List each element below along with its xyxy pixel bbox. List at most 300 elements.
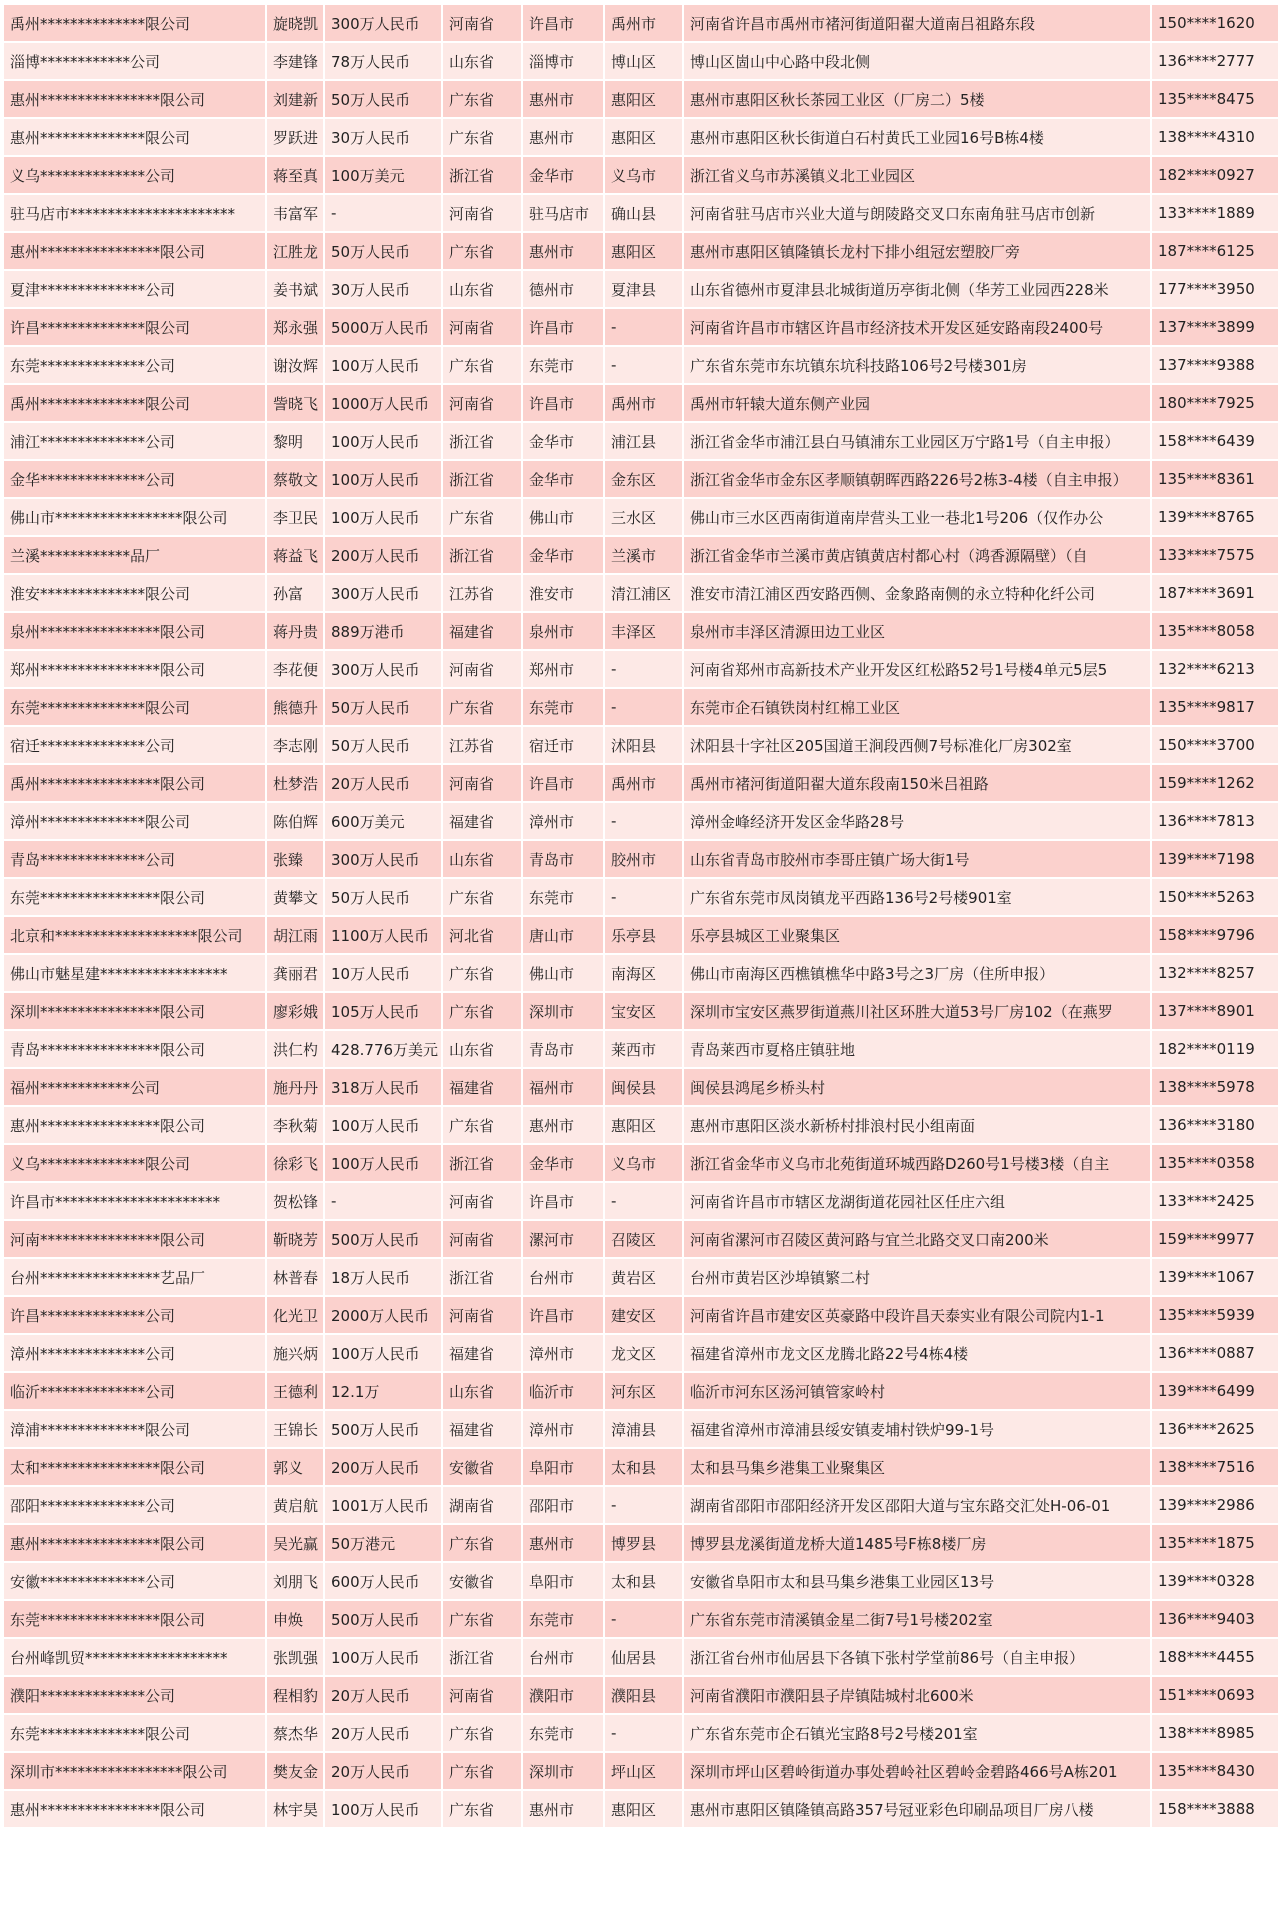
province-cell: 广东省 xyxy=(442,688,522,726)
company-name-cell: 佛山市魅星建***************** xyxy=(3,954,266,992)
registered-capital-cell: - xyxy=(324,194,442,232)
legal-rep-cell: 杜梦浩 xyxy=(266,764,324,802)
legal-rep-cell: 孙富 xyxy=(266,574,324,612)
table-row xyxy=(3,764,1279,802)
address-cell: 河南省漯河市召陵区黄河路与宜兰北路交叉口南200米 xyxy=(683,1220,1151,1258)
legal-rep-cell: 韦富军 xyxy=(266,194,324,232)
registered-capital-cell: 500万人民币 xyxy=(324,1220,442,1258)
city-cell: 青岛市 xyxy=(522,840,604,878)
table-row xyxy=(3,1714,1279,1752)
legal-rep-cell: 徐彩飞 xyxy=(266,1144,324,1182)
city-cell: 深圳市 xyxy=(522,1752,604,1790)
district-cell: 兰溪市 xyxy=(604,536,683,574)
table-row xyxy=(3,726,1279,764)
company-name-cell: 福州************公司 xyxy=(3,1068,266,1106)
address-cell: 禹州市轩辕大道东侧产业园 xyxy=(683,384,1151,422)
registered-capital-cell: 30万人民币 xyxy=(324,270,442,308)
company-name-cell: 深圳****************限公司 xyxy=(3,992,266,1030)
address-cell: 太和县马集乡港集工业聚集区 xyxy=(683,1448,1151,1486)
table-row xyxy=(3,1600,1279,1638)
phone-cell: 138****5978 xyxy=(1151,1068,1279,1106)
address-cell: 浙江省义乌市苏溪镇义北工业园区 xyxy=(683,156,1151,194)
city-cell: 许昌市 xyxy=(522,1182,604,1220)
company-name-cell: 惠州****************限公司 xyxy=(3,232,266,270)
province-cell: 广东省 xyxy=(442,1524,522,1562)
address-cell: 福建省漳州市龙文区龙腾北路22号4栋4楼 xyxy=(683,1334,1151,1372)
phone-cell: 136****2625 xyxy=(1151,1410,1279,1448)
phone-cell: 138****8985 xyxy=(1151,1714,1279,1752)
legal-rep-cell: 罗跃进 xyxy=(266,118,324,156)
address-cell: 惠州市惠阳区镇隆镇长龙村下排小组冠宏塑胶厂旁 xyxy=(683,232,1151,270)
district-cell: 惠阳区 xyxy=(604,118,683,156)
registered-capital-cell: 300万人民币 xyxy=(324,650,442,688)
city-cell: 东莞市 xyxy=(522,688,604,726)
address-cell: 河南省濮阳市濮阳县子岸镇陆城村北600米 xyxy=(683,1676,1151,1714)
registered-capital-cell: 10万人民币 xyxy=(324,954,442,992)
company-name-cell: 宿迁**************公司 xyxy=(3,726,266,764)
legal-rep-cell: 张凯强 xyxy=(266,1638,324,1676)
phone-cell: 139****2986 xyxy=(1151,1486,1279,1524)
address-cell: 河南省郑州市高新技术产业开发区红松路52号1号楼4单元5层5 xyxy=(683,650,1151,688)
legal-rep-cell: 施兴炳 xyxy=(266,1334,324,1372)
legal-rep-cell: 旋晓凯 xyxy=(266,4,324,42)
province-cell: 河北省 xyxy=(442,916,522,954)
company-name-cell: 佛山市*****************限公司 xyxy=(3,498,266,536)
legal-rep-cell: 靳晓芳 xyxy=(266,1220,324,1258)
phone-cell: 135****1875 xyxy=(1151,1524,1279,1562)
company-table xyxy=(2,3,1280,1829)
phone-cell: 150****3700 xyxy=(1151,726,1279,764)
address-cell: 青岛莱西市夏格庄镇驻地 xyxy=(683,1030,1151,1068)
address-cell: 浙江省金华市兰溪市黄店镇黄店村都心村（鸿香源隔壁）（自 xyxy=(683,536,1151,574)
registered-capital-cell: 100万人民币 xyxy=(324,1790,442,1828)
phone-cell: 182****0927 xyxy=(1151,156,1279,194)
district-cell: 确山县 xyxy=(604,194,683,232)
address-cell: 博山区崮山中心路中段北侧 xyxy=(683,42,1151,80)
registered-capital-cell: 30万人民币 xyxy=(324,118,442,156)
table-row xyxy=(3,80,1279,118)
district-cell: 夏津县 xyxy=(604,270,683,308)
table-row xyxy=(3,270,1279,308)
company-name-cell: 青岛**************公司 xyxy=(3,840,266,878)
city-cell: 唐山市 xyxy=(522,916,604,954)
legal-rep-cell: 王德利 xyxy=(266,1372,324,1410)
company-name-cell: 濮阳**************公司 xyxy=(3,1676,266,1714)
legal-rep-cell: 李秋菊 xyxy=(266,1106,324,1144)
registered-capital-cell: 600万人民币 xyxy=(324,1562,442,1600)
city-cell: 阜阳市 xyxy=(522,1562,604,1600)
address-cell: 河南省许昌市市辖区龙湖街道花园社区任庄六组 xyxy=(683,1182,1151,1220)
province-cell: 河南省 xyxy=(442,384,522,422)
registered-capital-cell: 100万人民币 xyxy=(324,1334,442,1372)
district-cell: 惠阳区 xyxy=(604,1106,683,1144)
address-cell: 浙江省台州市仙居县下各镇下张村学堂前86号（自主申报） xyxy=(683,1638,1151,1676)
address-cell: 佛山市南海区西樵镇樵华中路3号之3厂房（住所申报） xyxy=(683,954,1151,992)
table-row xyxy=(3,954,1279,992)
province-cell: 福建省 xyxy=(442,1068,522,1106)
province-cell: 广东省 xyxy=(442,1106,522,1144)
company-name-cell: 漳浦**************限公司 xyxy=(3,1410,266,1448)
registered-capital-cell: 300万人民币 xyxy=(324,574,442,612)
phone-cell: 139****6499 xyxy=(1151,1372,1279,1410)
registered-capital-cell: 889万港币 xyxy=(324,612,442,650)
city-cell: 驻马店市 xyxy=(522,194,604,232)
table-row xyxy=(3,156,1279,194)
table-row xyxy=(3,1486,1279,1524)
company-name-cell: 深圳市*****************限公司 xyxy=(3,1752,266,1790)
province-cell: 广东省 xyxy=(442,954,522,992)
address-cell: 安徽省阜阳市太和县马集乡港集工业园区13号 xyxy=(683,1562,1151,1600)
phone-cell: 187****6125 xyxy=(1151,232,1279,270)
city-cell: 漯河市 xyxy=(522,1220,604,1258)
address-cell: 浙江省金华市金东区孝顺镇朝晖西路226号2栋3-4楼（自主申报） xyxy=(683,460,1151,498)
company-name-cell: 东莞****************限公司 xyxy=(3,1600,266,1638)
phone-cell: 158****6439 xyxy=(1151,422,1279,460)
address-cell: 乐亭县城区工业聚集区 xyxy=(683,916,1151,954)
phone-cell: 133****1889 xyxy=(1151,194,1279,232)
address-cell: 湖南省邵阳市邵阳经济开发区邵阳大道与宝东路交汇处H-06-01 xyxy=(683,1486,1151,1524)
city-cell: 金华市 xyxy=(522,156,604,194)
legal-rep-cell: 訾晓飞 xyxy=(266,384,324,422)
city-cell: 惠州市 xyxy=(522,232,604,270)
phone-cell: 137****9388 xyxy=(1151,346,1279,384)
table-row xyxy=(3,574,1279,612)
company-name-cell: 太和****************限公司 xyxy=(3,1448,266,1486)
address-cell: 沭阳县十字社区205国道王涧段西侧7号标准化厂房302室 xyxy=(683,726,1151,764)
table-row xyxy=(3,498,1279,536)
province-cell: 山东省 xyxy=(442,840,522,878)
province-cell: 河南省 xyxy=(442,4,522,42)
legal-rep-cell: 程相豹 xyxy=(266,1676,324,1714)
city-cell: 佛山市 xyxy=(522,498,604,536)
phone-cell: 177****3950 xyxy=(1151,270,1279,308)
company-name-cell: 邵阳**************公司 xyxy=(3,1486,266,1524)
legal-rep-cell: 黎明 xyxy=(266,422,324,460)
table-row xyxy=(3,42,1279,80)
province-cell: 河南省 xyxy=(442,1220,522,1258)
legal-rep-cell: 李卫民 xyxy=(266,498,324,536)
table-row xyxy=(3,1372,1279,1410)
address-cell: 淮安市清江浦区西安路西侧、金象路南侧的永立特种化纤公司 xyxy=(683,574,1151,612)
address-cell: 漳州金峰经济开发区金华路28号 xyxy=(683,802,1151,840)
district-cell: 建安区 xyxy=(604,1296,683,1334)
address-cell: 河南省许昌市市辖区许昌市经济技术开发区延安路南段2400号 xyxy=(683,308,1151,346)
legal-rep-cell: 江胜龙 xyxy=(266,232,324,270)
address-cell: 广东省东莞市企石镇光宝路8号2号楼201室 xyxy=(683,1714,1151,1752)
city-cell: 许昌市 xyxy=(522,764,604,802)
company-name-cell: 惠州****************限公司 xyxy=(3,80,266,118)
district-cell: 惠阳区 xyxy=(604,1790,683,1828)
phone-cell: 137****3899 xyxy=(1151,308,1279,346)
district-cell: - xyxy=(604,1182,683,1220)
registered-capital-cell: 50万港元 xyxy=(324,1524,442,1562)
registered-capital-cell: 318万人民币 xyxy=(324,1068,442,1106)
company-name-cell: 驻马店市********************** xyxy=(3,194,266,232)
registered-capital-cell: 200万人民币 xyxy=(324,1448,442,1486)
province-cell: 浙江省 xyxy=(442,536,522,574)
district-cell: - xyxy=(604,308,683,346)
province-cell: 广东省 xyxy=(442,232,522,270)
district-cell: 博罗县 xyxy=(604,1524,683,1562)
city-cell: 福州市 xyxy=(522,1068,604,1106)
legal-rep-cell: 郭义 xyxy=(266,1448,324,1486)
company-name-cell: 台州峰凯贸******************* xyxy=(3,1638,266,1676)
registered-capital-cell: 50万人民币 xyxy=(324,726,442,764)
phone-cell: 136****0887 xyxy=(1151,1334,1279,1372)
address-cell: 佛山市三水区西南街道南岸营头工业一巷北1号206（仅作办公 xyxy=(683,498,1151,536)
table-row xyxy=(3,1676,1279,1714)
district-cell: 仙居县 xyxy=(604,1638,683,1676)
phone-cell: 150****1620 xyxy=(1151,4,1279,42)
registered-capital-cell: 1000万人民币 xyxy=(324,384,442,422)
legal-rep-cell: 贺松锋 xyxy=(266,1182,324,1220)
district-cell: 莱西市 xyxy=(604,1030,683,1068)
registered-capital-cell: 50万人民币 xyxy=(324,688,442,726)
city-cell: 深圳市 xyxy=(522,992,604,1030)
province-cell: 河南省 xyxy=(442,194,522,232)
company-table-body xyxy=(3,4,1279,1828)
table-row xyxy=(3,992,1279,1030)
city-cell: 台州市 xyxy=(522,1638,604,1676)
province-cell: 广东省 xyxy=(442,878,522,916)
table-row xyxy=(3,1258,1279,1296)
registered-capital-cell: 100万人民币 xyxy=(324,1144,442,1182)
address-cell: 惠州市惠阳区秋长茶园工业区（厂房二）5楼 xyxy=(683,80,1151,118)
phone-cell: 159****9977 xyxy=(1151,1220,1279,1258)
table-row xyxy=(3,688,1279,726)
district-cell: 博山区 xyxy=(604,42,683,80)
province-cell: 浙江省 xyxy=(442,1144,522,1182)
city-cell: 东莞市 xyxy=(522,1714,604,1752)
address-cell: 广东省东莞市清溪镇金星二街7号1号楼202室 xyxy=(683,1600,1151,1638)
phone-cell: 150****5263 xyxy=(1151,878,1279,916)
province-cell: 江苏省 xyxy=(442,726,522,764)
city-cell: 邵阳市 xyxy=(522,1486,604,1524)
registered-capital-cell: 5000万人民币 xyxy=(324,308,442,346)
phone-cell: 135****8430 xyxy=(1151,1752,1279,1790)
legal-rep-cell: 姜书斌 xyxy=(266,270,324,308)
company-name-cell: 兰溪************品厂 xyxy=(3,536,266,574)
district-cell: 浦江县 xyxy=(604,422,683,460)
legal-rep-cell: 黄攀文 xyxy=(266,878,324,916)
province-cell: 河南省 xyxy=(442,1182,522,1220)
legal-rep-cell: 龚丽君 xyxy=(266,954,324,992)
company-name-cell: 义乌**************限公司 xyxy=(3,1144,266,1182)
district-cell: 龙文区 xyxy=(604,1334,683,1372)
address-cell: 东莞市企石镇铁岗村红棉工业区 xyxy=(683,688,1151,726)
city-cell: 惠州市 xyxy=(522,80,604,118)
district-cell: 黄岩区 xyxy=(604,1258,683,1296)
phone-cell: 139****7198 xyxy=(1151,840,1279,878)
address-cell: 禹州市褚河街道阳翟大道东段南150米吕祖路 xyxy=(683,764,1151,802)
phone-cell: 180****7925 xyxy=(1151,384,1279,422)
company-name-cell: 东莞****************限公司 xyxy=(3,878,266,916)
address-cell: 浙江省金华市浦江县白马镇浦东工业园区万宁路1号（自主申报） xyxy=(683,422,1151,460)
city-cell: 阜阳市 xyxy=(522,1448,604,1486)
city-cell: 临沂市 xyxy=(522,1372,604,1410)
city-cell: 漳州市 xyxy=(522,1410,604,1448)
registered-capital-cell: 50万人民币 xyxy=(324,232,442,270)
registered-capital-cell: - xyxy=(324,1182,442,1220)
district-cell: 惠阳区 xyxy=(604,80,683,118)
city-cell: 宿迁市 xyxy=(522,726,604,764)
district-cell: 太和县 xyxy=(604,1448,683,1486)
city-cell: 金华市 xyxy=(522,422,604,460)
phone-cell: 139****1067 xyxy=(1151,1258,1279,1296)
company-name-cell: 台州****************艺品厂 xyxy=(3,1258,266,1296)
phone-cell: 182****0119 xyxy=(1151,1030,1279,1068)
company-name-cell: 青岛****************限公司 xyxy=(3,1030,266,1068)
company-name-cell: 金华**************公司 xyxy=(3,460,266,498)
address-cell: 惠州市惠阳区淡水新桥村排浪村民小组南面 xyxy=(683,1106,1151,1144)
district-cell: 坪山区 xyxy=(604,1752,683,1790)
address-cell: 深圳市坪山区碧岭街道办事处碧岭社区碧岭金碧路466号A栋201 xyxy=(683,1752,1151,1790)
company-name-cell: 淄博************公司 xyxy=(3,42,266,80)
phone-cell: 158****9796 xyxy=(1151,916,1279,954)
company-name-cell: 惠州****************限公司 xyxy=(3,1106,266,1144)
district-cell: 宝安区 xyxy=(604,992,683,1030)
table-row xyxy=(3,1106,1279,1144)
city-cell: 惠州市 xyxy=(522,118,604,156)
address-cell: 河南省许昌市建安区英豪路中段许昌天泰实业有限公司院内1-1 xyxy=(683,1296,1151,1334)
province-cell: 广东省 xyxy=(442,1714,522,1752)
registered-capital-cell: 500万人民币 xyxy=(324,1410,442,1448)
city-cell: 漳州市 xyxy=(522,1334,604,1372)
phone-cell: 133****7575 xyxy=(1151,536,1279,574)
legal-rep-cell: 王锦长 xyxy=(266,1410,324,1448)
phone-cell: 187****3691 xyxy=(1151,574,1279,612)
district-cell: - xyxy=(604,802,683,840)
address-cell: 浙江省金华市义乌市北苑街道环城西路D260号1号楼3楼（自主 xyxy=(683,1144,1151,1182)
company-name-cell: 东莞**************限公司 xyxy=(3,1714,266,1752)
table-row xyxy=(3,840,1279,878)
address-cell: 山东省德州市夏津县北城街道历亭街北侧（华芳工业园西228米 xyxy=(683,270,1151,308)
registered-capital-cell: 300万人民币 xyxy=(324,840,442,878)
table-row xyxy=(3,346,1279,384)
company-name-cell: 临沂**************公司 xyxy=(3,1372,266,1410)
registered-capital-cell: 20万人民币 xyxy=(324,764,442,802)
district-cell: 禹州市 xyxy=(604,4,683,42)
table-row xyxy=(3,802,1279,840)
district-cell: - xyxy=(604,650,683,688)
phone-cell: 188****4455 xyxy=(1151,1638,1279,1676)
province-cell: 广东省 xyxy=(442,1600,522,1638)
city-cell: 许昌市 xyxy=(522,1296,604,1334)
company-name-cell: 河南****************限公司 xyxy=(3,1220,266,1258)
city-cell: 许昌市 xyxy=(522,308,604,346)
registered-capital-cell: 500万人民币 xyxy=(324,1600,442,1638)
province-cell: 广东省 xyxy=(442,80,522,118)
province-cell: 广东省 xyxy=(442,1752,522,1790)
address-cell: 闽侯县鸿尾乡桥头村 xyxy=(683,1068,1151,1106)
city-cell: 许昌市 xyxy=(522,4,604,42)
table-row xyxy=(3,916,1279,954)
company-name-cell: 东莞**************公司 xyxy=(3,346,266,384)
table-row xyxy=(3,232,1279,270)
province-cell: 山东省 xyxy=(442,1030,522,1068)
city-cell: 青岛市 xyxy=(522,1030,604,1068)
table-row xyxy=(3,650,1279,688)
table-row xyxy=(3,1790,1279,1828)
registered-capital-cell: 428.776万美元 xyxy=(324,1030,442,1068)
registered-capital-cell: 18万人民币 xyxy=(324,1258,442,1296)
district-cell: 丰泽区 xyxy=(604,612,683,650)
district-cell: 三水区 xyxy=(604,498,683,536)
district-cell: 义乌市 xyxy=(604,156,683,194)
phone-cell: 151****0693 xyxy=(1151,1676,1279,1714)
registered-capital-cell: 50万人民币 xyxy=(324,80,442,118)
phone-cell: 158****3888 xyxy=(1151,1790,1279,1828)
legal-rep-cell: 张臻 xyxy=(266,840,324,878)
company-name-cell: 夏津**************公司 xyxy=(3,270,266,308)
legal-rep-cell: 李花便 xyxy=(266,650,324,688)
table-row xyxy=(3,1752,1279,1790)
province-cell: 浙江省 xyxy=(442,460,522,498)
company-name-cell: 许昌**************限公司 xyxy=(3,308,266,346)
address-cell: 惠州市惠阳区镇隆镇高路357号冠亚彩色印刷品项目厂房八楼 xyxy=(683,1790,1151,1828)
phone-cell: 133****2425 xyxy=(1151,1182,1279,1220)
phone-cell: 136****2777 xyxy=(1151,42,1279,80)
province-cell: 河南省 xyxy=(442,1676,522,1714)
province-cell: 广东省 xyxy=(442,992,522,1030)
address-cell: 福建省漳州市漳浦县绥安镇麦埔村铁炉99-1号 xyxy=(683,1410,1151,1448)
table-row xyxy=(3,1220,1279,1258)
district-cell: - xyxy=(604,878,683,916)
province-cell: 江苏省 xyxy=(442,574,522,612)
legal-rep-cell: 吴光赢 xyxy=(266,1524,324,1562)
table-row xyxy=(3,308,1279,346)
phone-cell: 135****8475 xyxy=(1151,80,1279,118)
table-row xyxy=(3,4,1279,42)
legal-rep-cell: 林普春 xyxy=(266,1258,324,1296)
legal-rep-cell: 蔡杰华 xyxy=(266,1714,324,1752)
province-cell: 福建省 xyxy=(442,612,522,650)
legal-rep-cell: 申焕 xyxy=(266,1600,324,1638)
legal-rep-cell: 化光卫 xyxy=(266,1296,324,1334)
company-name-cell: 泉州****************限公司 xyxy=(3,612,266,650)
legal-rep-cell: 刘建新 xyxy=(266,80,324,118)
registered-capital-cell: 100万人民币 xyxy=(324,498,442,536)
district-cell: 漳浦县 xyxy=(604,1410,683,1448)
legal-rep-cell: 蒋丹贵 xyxy=(266,612,324,650)
table-row xyxy=(3,1334,1279,1372)
phone-cell: 159****1262 xyxy=(1151,764,1279,802)
province-cell: 广东省 xyxy=(442,498,522,536)
district-cell: 河东区 xyxy=(604,1372,683,1410)
province-cell: 广东省 xyxy=(442,346,522,384)
legal-rep-cell: 施丹丹 xyxy=(266,1068,324,1106)
province-cell: 广东省 xyxy=(442,1790,522,1828)
district-cell: 清江浦区 xyxy=(604,574,683,612)
table-row xyxy=(3,878,1279,916)
province-cell: 安徽省 xyxy=(442,1562,522,1600)
district-cell: 义乌市 xyxy=(604,1144,683,1182)
legal-rep-cell: 黄启航 xyxy=(266,1486,324,1524)
table-row xyxy=(3,612,1279,650)
company-name-cell: 东莞**************限公司 xyxy=(3,688,266,726)
registered-capital-cell: 100万人民币 xyxy=(324,460,442,498)
table-row xyxy=(3,1562,1279,1600)
legal-rep-cell: 郑永强 xyxy=(266,308,324,346)
registered-capital-cell: 105万人民币 xyxy=(324,992,442,1030)
legal-rep-cell: 李志刚 xyxy=(266,726,324,764)
company-name-cell: 漳州**************公司 xyxy=(3,1334,266,1372)
table-row xyxy=(3,1144,1279,1182)
phone-cell: 136****9403 xyxy=(1151,1600,1279,1638)
legal-rep-cell: 胡江雨 xyxy=(266,916,324,954)
legal-rep-cell: 蔡敬文 xyxy=(266,460,324,498)
phone-cell: 135****5939 xyxy=(1151,1296,1279,1334)
